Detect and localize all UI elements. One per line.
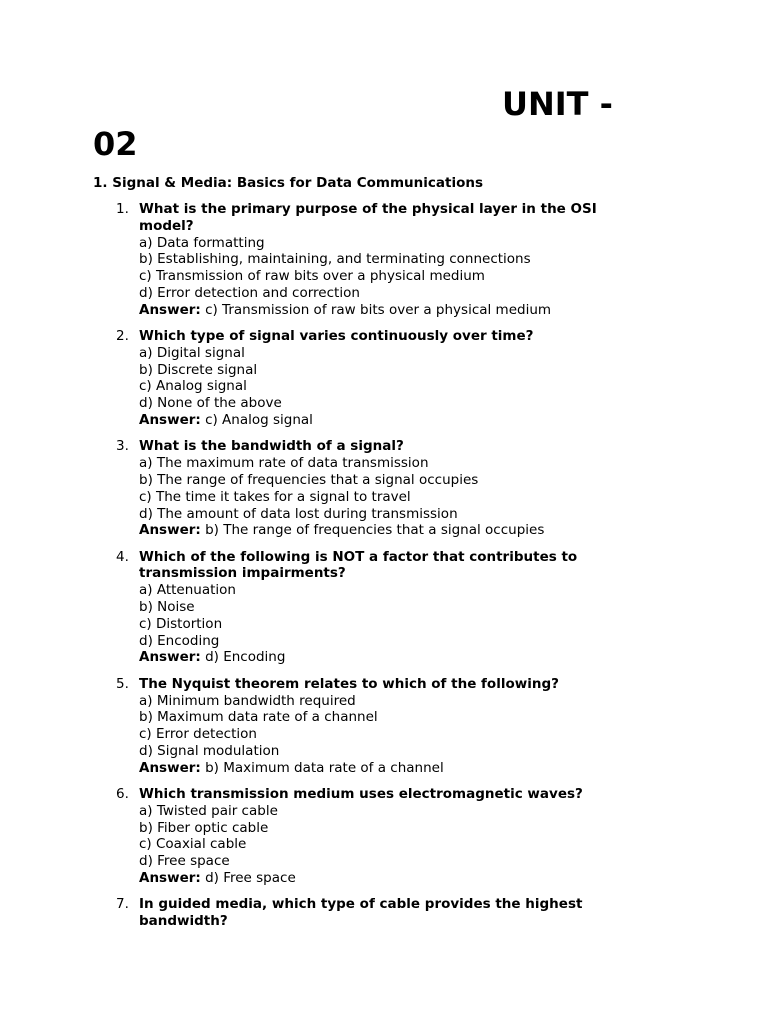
- question-item: [114, 438, 634, 539]
- answer-option: b) Fiber optic cable: [139, 819, 269, 836]
- question-text: What is the primary purpose of the physical layer in the OSI model?: [139, 201, 597, 234]
- answer-line: [139, 412, 634, 429]
- question-number: 5.: [116, 675, 129, 692]
- answer-option: a) Data formatting: [139, 234, 265, 251]
- answer-value: c) Transmission of raw bits over a physical medium: [205, 301, 552, 318]
- answer-label: Answer:: [139, 759, 201, 776]
- question-list: [114, 201, 634, 939]
- answer-option: c) Transmission of raw bits over a physical medium: [139, 268, 485, 285]
- answer-label: Answer:: [139, 412, 201, 429]
- answer-option: a) Twisted pair cable: [139, 802, 278, 819]
- answer-line: [139, 760, 634, 777]
- answer-label: Answer:: [139, 522, 201, 539]
- question-text: The Nyquist theorem relates to which of the following?: [139, 675, 559, 692]
- answer-option: d) Free space: [139, 853, 230, 870]
- question-text: Which of the following is NOT a factor that contributes to transmission impairments?: [139, 548, 578, 582]
- answer-line: [139, 870, 634, 887]
- answer-value: b) The range of frequencies that a signal occupies: [205, 522, 545, 539]
- question-item: [114, 549, 634, 667]
- question-item: [114, 201, 634, 319]
- answer-option: a) The maximum rate of data transmission: [139, 455, 429, 472]
- answer-value: d) Free space: [205, 869, 296, 886]
- answer-value: d) Encoding: [205, 649, 286, 666]
- answer-option: d) The amount of data lost during transmission: [139, 505, 458, 522]
- unit-title: UNIT -: [502, 85, 613, 123]
- answer-option: c) The time it takes for a signal to travel: [139, 488, 411, 505]
- answer-option: d) Signal modulation: [139, 742, 280, 759]
- answer-option: a) Attenuation: [139, 582, 236, 599]
- answer-option: c) Error detection: [139, 726, 257, 743]
- unit-number: 02: [93, 125, 138, 163]
- answer-option: c) Analog signal: [139, 378, 247, 395]
- question-number: 2.: [116, 328, 129, 345]
- question-number: 4.: [116, 548, 129, 565]
- question-item: [114, 786, 634, 887]
- question-text: Which type of signal varies continuously over time?: [139, 328, 534, 345]
- section-heading: 1. Signal & Media: Basics for Data Communications: [93, 175, 484, 191]
- question-text: What is the bandwidth of a signal?: [139, 438, 404, 455]
- answer-option: c) Coaxial cable: [139, 836, 247, 853]
- question-number: 7.: [116, 896, 129, 913]
- answer-option: a) Minimum bandwidth required: [139, 692, 356, 709]
- answer-option: b) Noise: [139, 599, 195, 616]
- answer-option: d) Encoding: [139, 632, 220, 649]
- answer-option: d) Error detection and correction: [139, 284, 360, 301]
- question-number: 6.: [116, 786, 129, 802]
- question-number: 1.: [116, 201, 129, 217]
- answer-line: [139, 649, 634, 666]
- answer-option: c) Distortion: [139, 615, 223, 632]
- answer-label: Answer:: [139, 869, 201, 886]
- answer-value: b) Maximum data rate of a channel: [205, 759, 444, 776]
- answer-label: Answer:: [139, 649, 201, 666]
- answer-option: b) Maximum data rate of a channel: [139, 709, 378, 726]
- question-item: [114, 328, 634, 429]
- question-number: 3.: [116, 438, 129, 455]
- question-item: [114, 676, 634, 777]
- answer-option: b) Establishing, maintaining, and terminating connections: [139, 251, 531, 268]
- answer-line: [139, 302, 634, 319]
- answer-option: a) Digital signal: [139, 344, 245, 361]
- answer-option: b) Discrete signal: [139, 361, 258, 378]
- question-text: Which transmission medium uses electromagnetic waves?: [139, 786, 583, 802]
- question-text: In guided media, which type of cable provides the highest bandwidth?: [139, 896, 583, 930]
- answer-value: c) Analog signal: [205, 412, 313, 429]
- answer-option: d) None of the above: [139, 395, 282, 412]
- answer-option: b) The range of frequencies that a signal occupies: [139, 471, 479, 488]
- question-item: [114, 896, 634, 930]
- answer-label: Answer:: [139, 301, 201, 318]
- answer-line: [139, 522, 634, 539]
